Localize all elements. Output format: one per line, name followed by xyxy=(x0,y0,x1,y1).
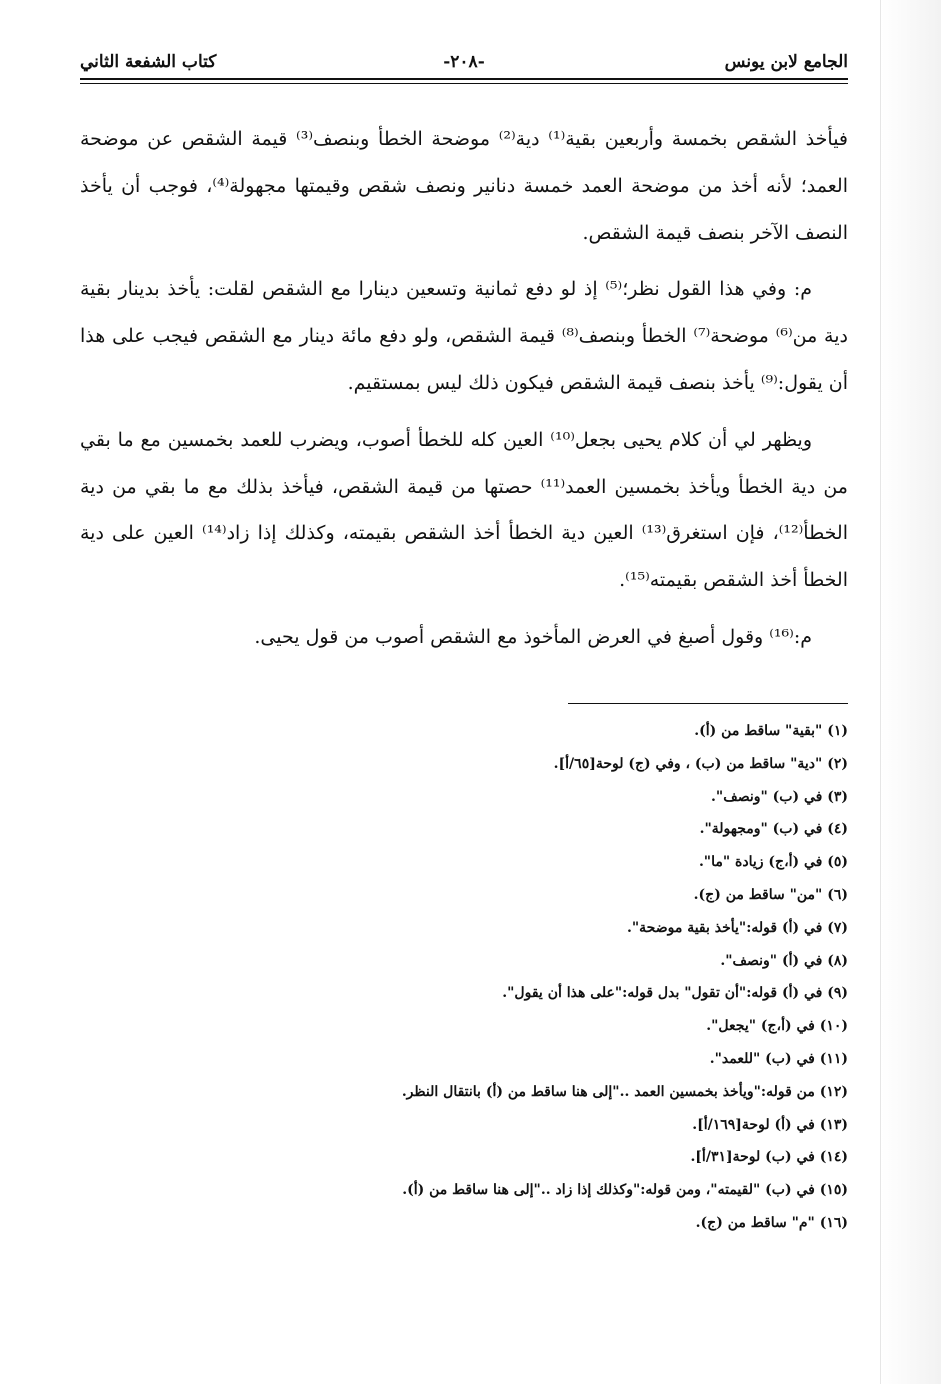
footnote-item: (٥) في (أ،ج) زيادة "ما". xyxy=(698,854,848,871)
paragraph: م:⁽¹⁶⁾ وقول أصبغ في العرض المأخوذ مع الشقص أصوب من قول يحيى. xyxy=(254,625,812,648)
footnote-item: (١٠) في (أ،ج) "يجعل". xyxy=(706,1018,848,1035)
paragraph: م: وفي هذا القول نظر؛⁽⁵⁾ إذ لو دفع ثمانية وتسعين دينارا مع الشقص لقلت: يأخذ بدينار بقية دية من⁽⁶⁾ موضحة⁽⁷⁾ الخطأ وبنصف⁽⁸⁾ قيمة الشقص، ولو دفع مائة دينار مع الشقص فيجب على هذا أن يقول:⁽⁹⁾ يأخذ بنصف قيمة الشقص فيكون ذلك ليس بمستقيم. xyxy=(80,278,848,394)
footnote-item: (٤) في (ب) "ومجهولة". xyxy=(699,821,848,838)
footnote-item: (١٢) من قوله:"ويأخذ بخمسين العمد .."إلى هنا ساقط من (أ) بانتقال النظر. xyxy=(401,1083,848,1100)
footnote-item: (٧) في (أ) قوله:"يأخذ بقية موضحة". xyxy=(626,919,848,936)
footnote-item: (٨) في (أ) "ونصف". xyxy=(720,952,848,969)
footnote-item: (١٥) في (ب) "لقيمته"، ومن قوله:"وكذلك إذا زاد .."إلى هنا ساقط من (أ). xyxy=(402,1182,848,1199)
footnote-item: (١) "بقية" ساقط من (أ). xyxy=(694,723,848,739)
footnote-item: (٢) "دية" ساقط من (ب) ، وفي (ج) لوحة[٦٥/أ]. xyxy=(553,755,848,772)
paragraph: ويظهر لي أن كلام يحيى بجعل⁽¹⁰⁾ العين كله للخطأ أصوب، ويضرب للعمد بخمسين مع ما بقي من دية الخطأ ويأخذ بخمسين العمد⁽¹¹⁾ حصتها من قيمة الشقص، فيأخذ بذلك مع ما بقي من دية الخطأ⁽¹²⁾، فإن استغرق⁽¹³⁾ العين دية الخطأ أخذ الشقص بقيمته، وكذلك إذا زاد⁽¹⁴⁾ العين على دية الخطأ أخذ الشقص بقيمته⁽¹⁵⁾. xyxy=(80,428,848,592)
header-rule-thin xyxy=(80,83,848,84)
running-header xyxy=(80,44,848,78)
footnote-item: (٦) "من" ساقط من (ج). xyxy=(693,886,848,903)
footnote-item: (٩) في (أ) قوله:"أن تقول" بدل قوله:"على هذا أن يقول". xyxy=(502,985,848,1002)
footnote-item: (١٦) "م" ساقط من (ج). xyxy=(695,1214,848,1231)
paragraph: فيأخذ الشقص بخمسة وأربعين بقية⁽¹⁾ دية⁽²⁾ موضحة الخطأ وبنصف⁽³⁾ قيمة الشقص عن موضحة العمد؛ لأنه أخذ من موضحة العمد خمسة دنانير ونصف شقص وقيمتها مجهولة⁽⁴⁾، فوجب أن يأخذ النصف الآخر بنصف قيمة الشقص. xyxy=(80,128,849,244)
header-chapter-title: كتاب الشفعة الثاني xyxy=(80,52,217,72)
footnote-item: (١٤) في (ب) لوحة[٣١/أ]. xyxy=(690,1149,848,1166)
footnote-item: (١٣) في (أ) لوحة[١٦٩/أ]. xyxy=(692,1116,848,1133)
header-book-title: الجامع لابن يونس xyxy=(724,52,848,72)
footnote-separator xyxy=(568,703,848,704)
header-page-number: -٢٠٨- xyxy=(443,52,485,72)
footnote-item: (٣) في (ب) "ونصف". xyxy=(711,788,848,805)
page-edge-shadow xyxy=(880,0,941,1384)
footnotes-list xyxy=(80,715,848,1240)
main-text xyxy=(80,116,848,671)
footnote-item: (١١) في (ب) "للعمد". xyxy=(709,1050,848,1067)
header-rule-thick xyxy=(80,78,848,80)
